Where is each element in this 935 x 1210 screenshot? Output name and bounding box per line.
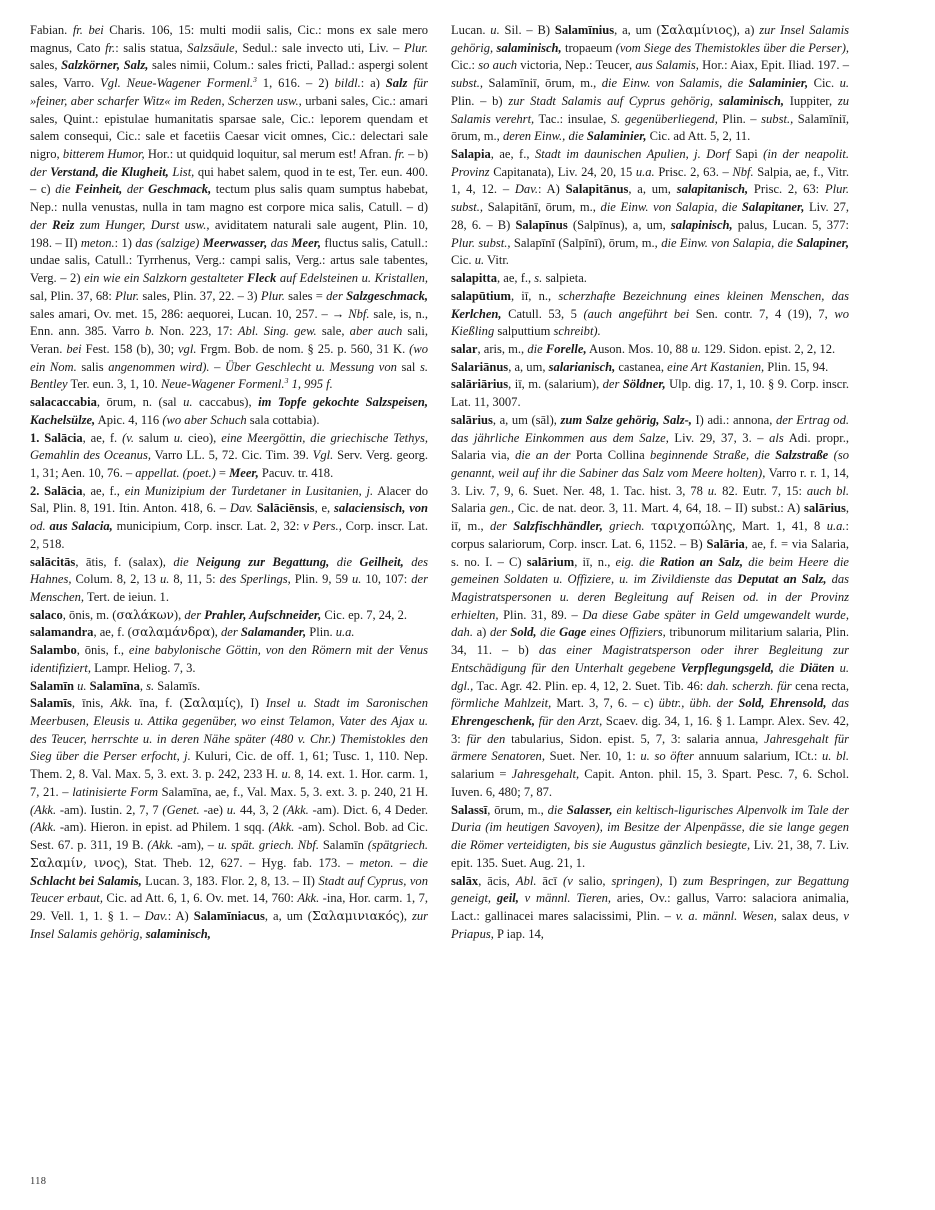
dictionary-entry: Salariānus, a, um, salarianisch, castanea, eine Art Kastanien, Plin. 15, 94.	[451, 359, 829, 374]
dictionary-entry: salārius, a, um (sāl), zum Salze gehörig, Salz-, I) adi.: annona, der Ertrag od. das jährliche Einkommen aus dem Salze, Liv. 29, 37, 3. – als Adi. propr., Salaria via, die an der Porta Collina beginnende Straße, die Salzstraße (so genannt, weil auf ihr die Sabiner das Salz vom Meere holten), Varro r. r. 1, 14, 3. Liv. 7, 9, 6. Suet. Ner. 48, 1. Tac. hist. 3, 78 u. 82. Eutr. 7, 15: auch bl. Salaria gen., Cic. de nat. deor. 3, 11. Mart. 4, 64, 18. – II) subst.: A) salārius, iī, m., der Salzfischhändler, griech. ταριχοπώλης, Mart. 1, 41, 8 u.a.: corpus salariorum, Corp. inscr. Lat. 6, 1152. – B) Salāria, ae, f. = via Salaria, s. no. I. – C) salārium, iī, n., eig. die Ration an Salz, die beim Heere die gemeinen Soldaten u. Offiziere, u. im Zivildienste das Deputat an Salz, das Magistratspersonen u. deren Begleitung auf Reisen od. in der Provinz erhielten, Plin. 31, 89. – Da diese Gabe später in Geld umgewandelt wurde, dah. a) der Sold, die Gage eines Offiziers, tribunorum militarium salaria, Plin. 34, 11. – b) das einer Magistratsperson oder ihrer Begleitung zur Entschädigung für den Unterhalt gegebene Verpflegungsgeld, die Diäten u. dgl., Tac. Agr. 42. Plin. ep. 4, 12, 2. Suet. Tib. 46: dah. scherzh. für cena recta, förmliche Mahlzeit, Mart. 3, 7, 6. – c) übtr., übh. der Sold, Ehrensold, das Ehrengeschenk, für den Arzt, Scaev. dig. 34, 1, 16. § 1. Lampr. Alex. Sev. 42, 3: für den tabularius, Sidon. epist. 5, 7, 3: salaria annua, Jahresgehalt für ärmere Senatoren, Suet. Ner. 10, 1: u. so öfter annuum salarium, ICt.: u. bl. salarium = Jahresgehalt, Capit. Anton. phil. 15, 3. Spart. Pesc. 7, 6. Schol. Iuven. 6, 480; 7, 87.	[451, 412, 850, 799]
page-number: 118	[30, 1176, 47, 1187]
dictionary-entry: salāx, ācis, Abl. ācī (v salio, springen), I) zum Bespringen, zur Begattung geneigt, geil, v männl. Tieren, aries, Ov.: gallus, Varro: salaciora animalia, Lact.: gallinacei mares salacissimi, Plin. – v. a. männl. Wesen, salax deus, v Priapus, P iap. 14,	[451, 873, 850, 941]
dictionary-entry: salar, aris, m., die Forelle, Auson. Mos. 10, 88 u. 129. Sidon. epist. 2, 2, 12.	[451, 341, 836, 356]
dictionary-entry: salācitās, ātis, f. (salax), die Neigung zur Begattung, die Geilheit, des Hahnes, Colum. 8, 2, 13 u. 8, 11, 5: des Sperlings, Plin. 9, 59 u. 10, 107: der Menschen, Tert. de ieiun. 1.	[30, 554, 428, 604]
dictionary-entry: salamandra, ae, f. (σαλαμάνδρα), der Salamander, Plin. u.a.	[30, 625, 355, 640]
dictionary-entry: Lucan. u. Sil. – B) Salamīnius, a, um (Σαλαμίνιος), a) zur Insel Salamis gehörig, salaminisch, tropaeum (vom Siege des Themistokles über die Perser), Cic.: so auch victoria, Nep.: Teucer, aus Salamis, Hor.: Aiax, Epit. Iliad. 197. – subst., Salamīniī, ōrum, m., die Einw. von Salamis, die Salaminier, Cic. u. Plin. – b) zur Stadt Salamis auf Cyprus gehörig, salaminisch, Iuppiter, zu Salamis verehrt, Tac.: insulae, S. gegenüberliegend, Plin. – subst., Salamīniī, ōrum, m., deren Einw., die Salaminier, Cic. ad Att. 5, 2, 11.	[451, 23, 850, 144]
dictionary-entry: Salamīn u. Salamīna, s. Salamīs.	[30, 678, 201, 693]
dictionary-entry: 2. Salācia, ae, f., ein Munizipium der Turdetaner in Lusitanien, j. Alacer do Sal, Plin. 8, 191. Itin. Anton. 418, 6. – Dav. Salāciēnsis, e, salaciensisch, von od. aus Salacia, municipium, Corp. inscr. Lat. 2, 32: v Pers., Corp. inscr. Lat. 2, 518.	[30, 483, 429, 551]
dictionary-entry: salāriārius, iī, m. (salarium), der Söldner, Ulp. dig. 17, 1, 10. § 9. Corp. inscr. Lat. 11, 3007.	[451, 377, 850, 410]
dictionary-entry: salacaccabia, ōrum, n. (sal u. caccabus), im Topfe gekochte Salzspeisen, Kachelsülze, Apic. 4, 116 (wo aber Schuch sala cottabia).	[30, 395, 428, 427]
dictionary-entry: Salapia, ae, f., Stadt im daunischen Apulien, j. Dorf Sapi (in der neapolit. Provinz Capitanata), Liv. 24, 20, 15 u.a. Prisc. 2, 63. – Nbf. Salpia, ae, f., Vitr. 1, 4, 12. – Dav.: A) Salapitānus, a, um, salapitanisch, Prisc. 2, 63: Plur. subst., Salapitānī, ōrum, m., die Einw. von Salapia, die Salapitaner, Liv. 27, 28, 6. – B) Salapīnus (Salpīnus), a, um, salapinisch, palus, Lucan. 5, 377: Plur. subst., Salapīnī (Salpīnī), ōrum, m., die Einw. von Salapia, die Salapiner, Cic. u. Vitr.	[451, 147, 850, 268]
dictionary-entry: 1. Salācia, ae, f. (v. salum u. cieo), eine Meergöttin, die griechische Tethys, Gemahlin des Oceanus, Varro LL. 5, 72. Cic. Tim. 39. Vgl. Serv. Verg. georg. 1, 31; Aen. 10, 76. – appellat. (poet.) = Meer, Pacuv. tr. 418.	[30, 430, 428, 480]
page-columns	[30, 22, 906, 1152]
right-column	[451, 22, 849, 1152]
dictionary-entry: Salamīs, īnis, Akk. īna, f. (Σαλαμίς), I) Insel u. Stadt im Saronischen Meerbusen, Eleusis u. Attika gegenüber, wo einst Telamon, Vater des Ajax u. des Teucer, herrschte u. in deren Nähe später (480 v. Chr.) Themistokles den Sieg über die Perser erfocht, j. Kuluri, Cic. de off. 1, 61; Tusc. 1, 110. Nep. Them. 2, 8. Val. Max. 5, 3. ext. 3. p. 242, 233 H. u. 8, 14. ext. 1. Hor. carm. 1, 7, 21. – latinisierte Form Salamīna, ae, f., Val. Max. 5, 3. ext. 3. p. 240, 21 H. (Akk. -am). Iustin. 2, 7, 7 (Genet. -ae) u. 44, 3, 2 (Akk. -am). Dict. 6, 4 Deder. (Akk. -am). Hieron. in epist. ad Philem. 1 sqq. (Akk. -am). Schol. Bob. ad Cic. Sest. 67. p. 311, 19 B. (Akk. -am), – u. spät. griech. Nbf. Salamīn (spätgriech. Σαλαμίν, ινος), Stat. Theb. 12, 627. – Hyg. fab. 173. – meton. – die Schlacht bei Salamis, Lucan. 3, 183. Flor. 2, 8, 13. – II) Stadt auf Cyprus, von Teucer erbaut, Cic. ad Att. 6, 1, 6. Ov. met. 14, 760: Akk. -ina, Hor. carm. 1, 7, 29. Vell. 1, 1. § 1. – Dav.: A) Salamīniacus, a, um (Σαλαμινιακός), zur Insel Salamis gehörig, salaminisch,	[30, 696, 429, 941]
dictionary-entry: salapūtium, iī, n., scherzhafte Bezeichnung eines kleinen Menschen, das Kerlchen, Catull. 53, 5 (auch angeführt bei Sen. contr. 7, 4 (19), 7, wo Kießling salputtium schreibt).	[451, 288, 849, 339]
dictionary-entry: Salambo, ōnis, f., eine babylonische Göttin, von den Römern mit der Venus identifiziert, Lampr. Heliog. 7, 3.	[30, 643, 428, 675]
dictionary-entry: salaco, ōnis, m. (σαλάκων), der Prahler, Aufschneider, Cic. ep. 7, 24, 2.	[30, 607, 407, 622]
left-column	[30, 22, 428, 1152]
dictionary-entry: Salassī, ōrum, m., die Salasser, ein keltisch-ligurisches Alpenvolk im Tale der Duria (im heutigen Savoyen), im Besitze der Alpenpässe, die sie lange gegen die Römer verteidigten, bis sie Augustus gänzlich besiegte, Liv. 21, 38, 7. Liv. epit. 135. Suet. Aug. 21, 1.	[451, 802, 850, 870]
dictionary-entry: Fabian. fr. bei Charis. 106, 15: multi modii salis, Cic.: mons ex sale mero magnus, Cato fr.: salis statua, Salzsäule, Sedul.: sale invecto uti, Liv. – Plur. sales, Salzkörner, Salz, sales nimii, Colum.: sales fricti, Pallad.: aspergi solent sales, Varro. Vgl. Neue-Wagener Formenl.$^3$ 1, 616. – 2) bildl.: a) Salz für »feiner, aber scharfer Witz« im Reden, Scherzen usw., urbani sales, Cic.: amari sales, Quint.: epistulae humanitatis sparsae sale, Cic.: leporem quendam et salem consequi, Cic.: sale et facetiis Caesar vicit omnes, Cic.: delectari sale nigro, bitterem Humor, Hor.: ut quidquid loquitur, sal merum est! Afran. fr. – b) der Verstand, die Klugheit, List, qui habet salem, quod in te est, Ter. eun. 400. – c) die Feinheit, der Geschmack, tectum plus salis quam sumptus habebat, Nep.: nulla venustas, nulla in tam magno est corpore mica salis, Catull. – d) der Reiz zum Hunger, Durst usw., aviditatem naturali sale augent, Plin. 10, 198. – II) meton.: 1) das (salzige) Meerwasser, das Meer, fluctus salis, Catull.: undae salis, Catull.: Tyrrhenus, Verg.: campi salis, Verg.: artus sale tabentes, Verg. – 2) ein wie ein Salzkorn gestalteter Fleck auf Edelsteinen u. Kristallen, sal, Plin. 37, 68: Plur. sales, Plin. 37, 22. – 3) Plur. sales = der Salzgeschmack, sales amari, Ov. met. 15, 286: aequorei, Lucan. 10, 257. – → Nbf. sale, is, n., Enn. ann. 385. Varro b. Non. 223, 17: Abl. Sing. gew. sale, aber auch sali, Veran. bei Fest. 158 (b), 30; vgl. Frgm. Bob. de nom. § 25. p. 560, 31 K. (wo ein Nom. salis angenommen wird). – Über Geschlecht u. Messung von sal s. Bentley Ter. eun. 3, 1, 10. Neue-Wagener Formenl.$^3$ 1, 995 f.	[30, 23, 429, 392]
dictionary-entry: salapitta, ae, f., s. salpieta.	[451, 271, 587, 286]
